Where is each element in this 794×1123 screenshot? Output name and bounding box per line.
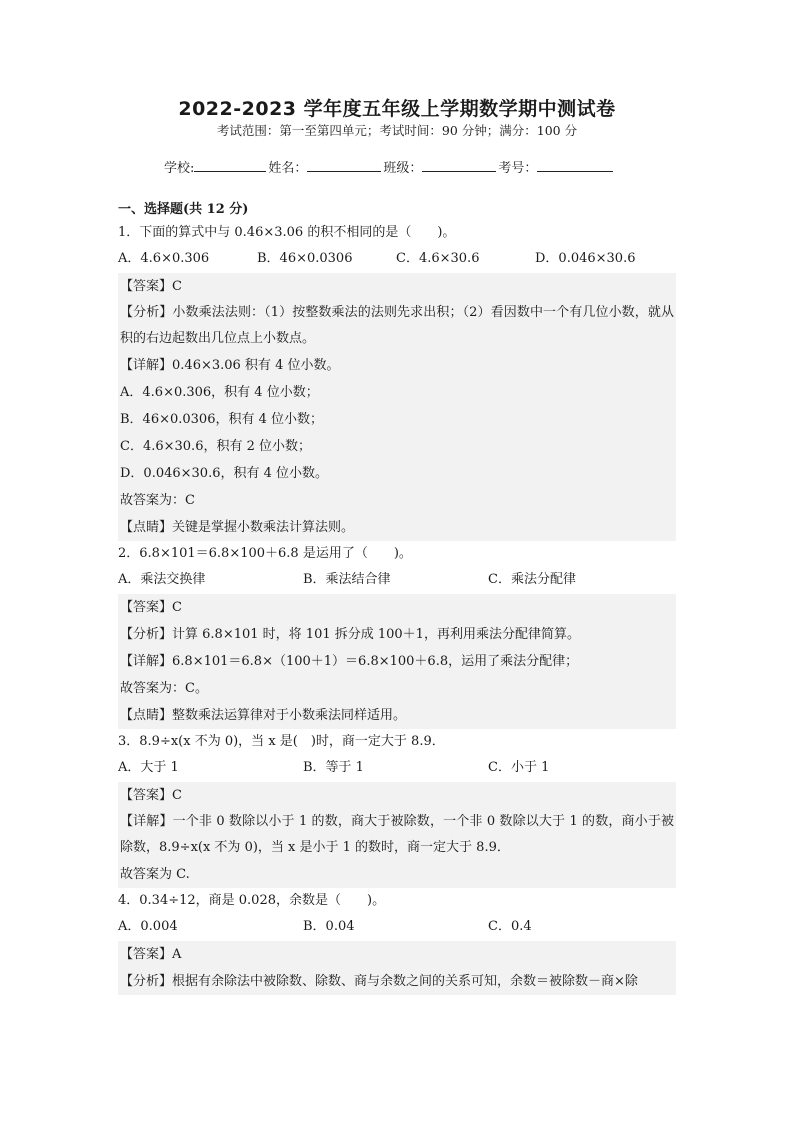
question-3-solution	[118, 782, 676, 888]
option-a: A．乘法交换律	[118, 572, 206, 587]
answer-line: 【答案】C	[120, 788, 182, 803]
section-title: 一、选择题(共 12 分)	[118, 202, 249, 217]
question-2-solution	[118, 594, 676, 729]
answer-line: 【答案】C	[120, 600, 182, 615]
content	[118, 200, 676, 995]
school-blank[interactable]	[194, 157, 266, 172]
name-blank[interactable]	[307, 157, 381, 172]
detail-item: A．4.6×0.306，积有 4 位小数；	[120, 385, 319, 400]
detail-line: 【详解】0.46×3.06 积有 4 位小数。	[120, 358, 340, 373]
student-info-row	[164, 157, 615, 178]
name-label: 姓名：	[268, 161, 308, 176]
option-c: C．小于 1	[488, 760, 550, 775]
conclusion-line: 故答案为：C	[120, 493, 195, 508]
tip-line: 【点睛】关键是掌握小数乘法计算法则。	[120, 520, 355, 535]
number-label: 考号：	[498, 161, 538, 176]
detail-line: 【详解】一个非 0 数除以小于 1 的数，商大于被除数，一个非 0 数除以大于 1 的数，商小于被除数，8.9÷x(x 不为 0)，当 x 是小于 1 的数时，商一定大于 8.9．	[120, 814, 674, 855]
detail-item: D．0.046×30.6，积有 4 位小数。	[120, 466, 329, 481]
question-2-stem: 2．6.8×101＝6.8×100＋6.8 是运用了（ )。	[118, 546, 412, 561]
question-1-solution	[118, 273, 676, 541]
question-4-solution	[118, 941, 676, 995]
option-b: B．等于 1	[303, 760, 364, 775]
question-2-options	[118, 566, 676, 594]
option-c: C．4.6×30.6	[396, 251, 480, 266]
tip-line: 【点睛】整数乘法运算律对于小数乘法同样适用。	[120, 708, 407, 723]
school-label: 学校:	[164, 161, 195, 176]
analysis-line: 【分析】小数乘法法则：（1）按整数乘法的法则先求出积；（2）看因数中一个有几位小数，就从积的右边起数出几位点上小数点。	[120, 305, 674, 346]
question-3-stem: 3．8.9÷x(x 不为 0)，当 x 是( )时，商一定大于 8.9．	[118, 734, 445, 749]
question-1-options	[118, 245, 676, 273]
class-blank[interactable]	[422, 157, 496, 172]
option-c: C．0.4	[488, 919, 532, 934]
analysis-line: 【分析】根据有余除法中被除数、除数、商与余数之间的关系可知，余数＝被除数－商×除	[120, 974, 638, 989]
class-label: 班级：	[383, 161, 423, 176]
answer-line: 【答案】C	[120, 279, 182, 294]
question-1-stem: 1．下面的算式中与 0.46×3.06 的积不相同的是（ )。	[118, 225, 456, 240]
analysis-line: 【分析】计算 6.8×101 时，将 101 拆分成 100＋1，再利用乘法分配律简算。	[120, 627, 580, 642]
option-a: A．大于 1	[118, 760, 179, 775]
option-b: B．0.04	[303, 919, 355, 934]
detail-line: 【详解】6.8×101＝6.8×（100＋1）＝6.8×100＋6.8，运用了乘法分配律；	[120, 654, 579, 669]
number-blank[interactable]	[537, 157, 613, 172]
conclusion-line: 故答案为 C.	[120, 867, 190, 882]
detail-item: B．46×0.0306，积有 4 位小数；	[120, 412, 324, 427]
question-3-options	[118, 754, 676, 782]
page-title: 2022-2023 学年度五年级上学期数学期中测试卷	[178, 98, 616, 120]
question-4-stem: 4．0.34÷12，商是 0.028，余数是（ )。	[118, 893, 386, 908]
exam-info: 考试范围：第一至第四单元；考试时间：90 分钟；满分：100 分	[216, 123, 578, 138]
answer-line: 【答案】A	[120, 947, 182, 962]
detail-item: C．4.6×30.6，积有 2 位小数；	[120, 439, 311, 454]
question-4-options	[118, 913, 676, 941]
conclusion-line: 故答案为：C。	[120, 681, 208, 696]
option-a: A．0.004	[118, 919, 178, 934]
option-a: A．4.6×0.306	[118, 251, 210, 266]
option-c: C．乘法分配律	[488, 572, 576, 587]
option-b: B．46×0.0306	[257, 251, 353, 266]
option-b: B．乘法结合律	[303, 572, 391, 587]
option-d: D．0.046×30.6	[535, 251, 636, 266]
